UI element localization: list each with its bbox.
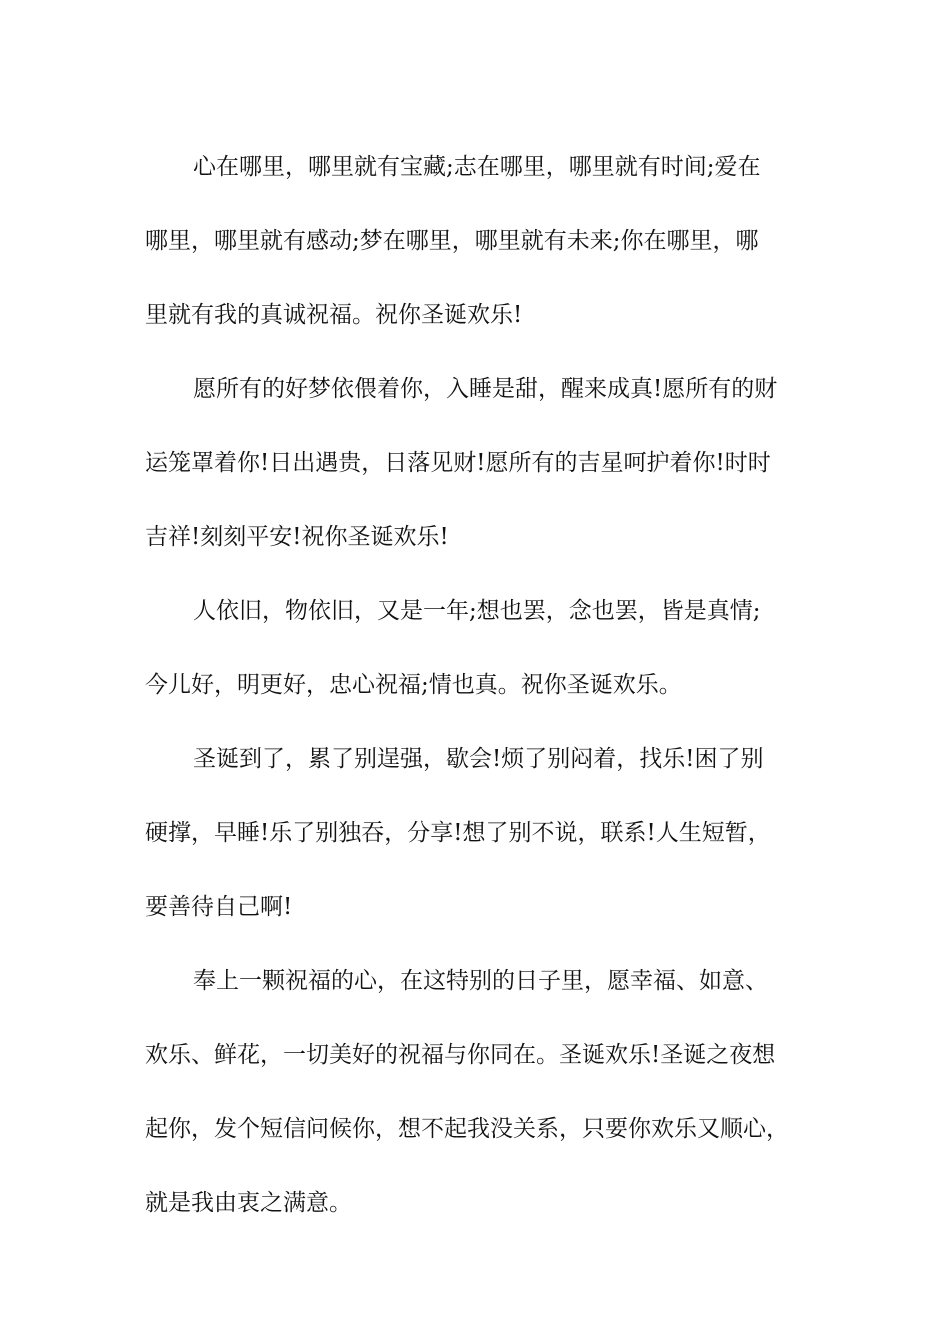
paragraph-line: 硬撑，早睡!乐了别独吞，分享!想了别不说，联系!人生短暂， (145, 820, 771, 846)
paragraph-line: 吉祥!刻刻平安!祝你圣诞欢乐! (145, 524, 449, 550)
paragraph-3 (145, 574, 825, 722)
paragraph-line: 里就有我的真诚祝福。祝你圣诞欢乐! (145, 302, 523, 328)
paragraph-line: 哪里，哪里就有感动;梦在哪里，哪里就有未来;你在哪里，哪 (145, 228, 759, 254)
paragraph-5 (145, 944, 825, 1240)
paragraph-2 (145, 352, 825, 574)
paragraph-line: 要善待自己啊! (145, 894, 293, 920)
paragraph-line: 欢乐、鲜花，一切美好的祝福与你同在。圣诞欢乐!圣诞之夜想 (145, 1042, 776, 1068)
paragraph-line: 奉上一颗祝福的心，在这特别的日子里，愿幸福、如意、 (193, 968, 768, 994)
paragraph-1 (145, 130, 825, 352)
paragraph-4 (145, 722, 825, 944)
paragraph-line: 圣诞到了，累了别逞强，歇会!烦了别闷着，找乐!困了别 (193, 746, 764, 772)
paragraph-line: 运笼罩着你!日出遇贵，日落见财!愿所有的吉星呵护着你!时时 (145, 450, 771, 476)
paragraph-line: 人依旧，物依旧，又是一年;想也罢，念也罢，皆是真情; (193, 598, 761, 624)
paragraph-line: 今儿好，明更好，忠心祝福;情也真。祝你圣诞欢乐。 (145, 672, 682, 698)
paragraph-line: 就是我由衷之满意。 (145, 1190, 352, 1216)
document-body (145, 130, 825, 1240)
paragraph-line: 心在哪里，哪里就有宝藏;志在哪里，哪里就有时间;爱在 (193, 154, 761, 180)
paragraph-line: 起你，发个短信问候你，想不起我没关系，只要你欢乐又顺心， (145, 1116, 789, 1142)
paragraph-line: 愿所有的好梦依偎着你，入睡是甜，醒来成真!愿所有的财 (193, 376, 778, 402)
